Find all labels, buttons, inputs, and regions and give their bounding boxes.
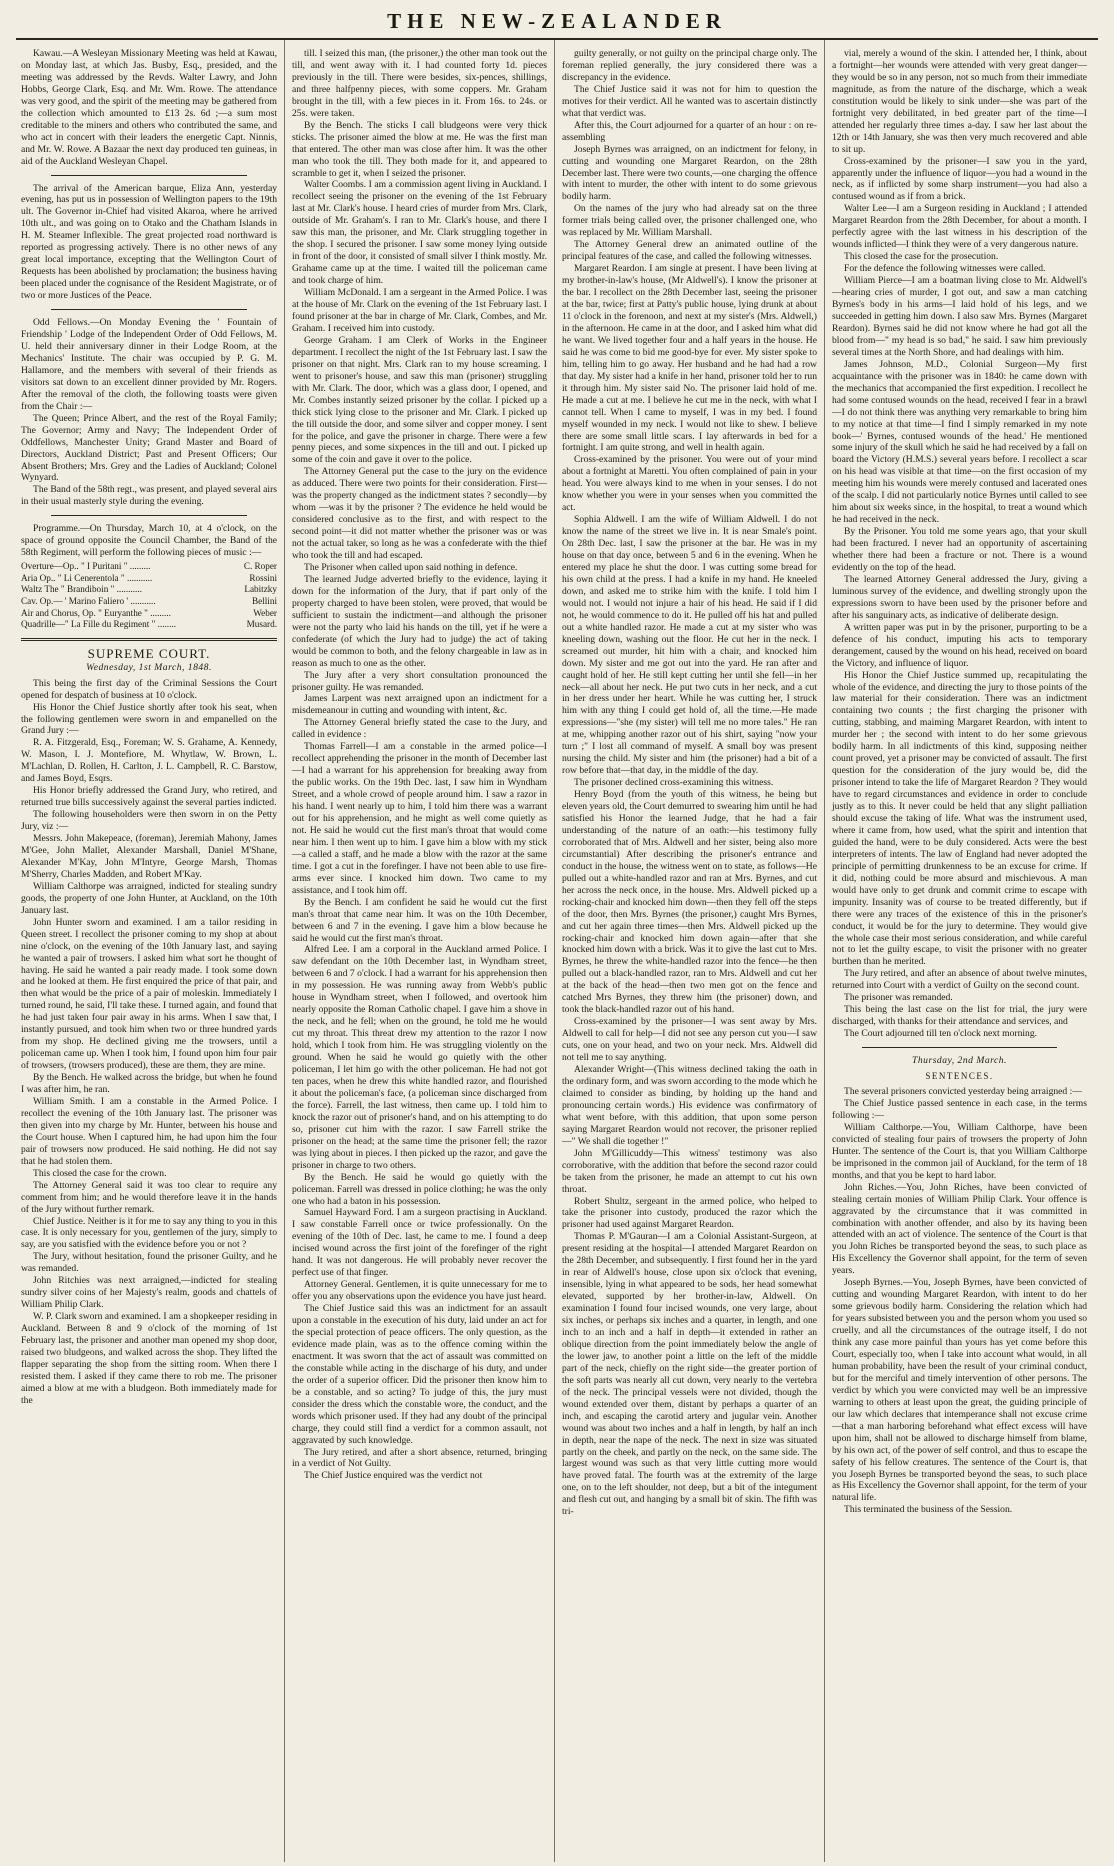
paragraph: The learned Attorney General addressed the Jury, giving a luminous survey of the evidence, and dwelling strongly upon the expressions sworn to have been used by the prisoner before and after his sanguinary acts, as indicative of deliberate design. — [832, 573, 1087, 621]
paragraph: This terminated the business of the Session. — [844, 1504, 1013, 1516]
paragraph: Robert Shultz, sergeant in the armed police, who helped to take the prisoner into custody, produced the razor which the prisoner had used against Margaret Reardon. — [562, 1195, 817, 1231]
paragraph: Walter Coombs. I am a commission agent living in Auckland. I recollect seeing the prisoner on the evening of the 1st February last at Mr. Clark's house. I heard cries of murder from Mrs. Clark, outside of Mr. Graham's. I ran to Mr. Clark's house, and there I saw this man, the prisoner, and Mr. Clark struggling together in the shop. I secured the prisoner. I saw some money lying outside in front of the door, it consisted of small silver I think mostly. Mr. Grahame came up at the time. I waited till the policeman came and took charge of him. — [292, 179, 547, 287]
paragraph: James Johnson, M.D., Colonial Surgeon—My first acquaintance with the prisoner was in 1840: he came down with the mechanics that accompanied the first expedition. I recollect he had some contused wounds on the head, received I fear in a brawl—I do not think there was anything very remarkable to bring him to my notice at that time—I find I simply remarked in my note book—' Byrnes, contused wounds of the head.' He mentioned some injury of the skull which he said he had received by a fall on board the Victory (H.M.S.) several years before. I recollect a scar on his head was visible at that time—on the first occasion of my meeting him his wounds were merely contused and lacerated ones of the scalp. I did not particularly notice Byrnes until called to see him about six weeks since, in the hospital, to treat a wound which he had received in the neck. — [832, 358, 1087, 526]
paragraph: The Chief Justice enquired was the verdict not — [304, 1470, 483, 1482]
paragraph: By the Bench. The sticks I call bludgeons were very thick sticks. The prisoner aimed the blow at me. He was the first man that entered. The other man was close after him. It was the other man who took the till. They both made for it, and appeared to scramble to get it, when I seized the prisoner. — [292, 119, 547, 179]
divider — [862, 1047, 1057, 1048]
double-divider — [21, 638, 277, 641]
programme-row — [21, 573, 277, 585]
divider — [51, 309, 247, 310]
paragraph: George Graham. I am Clerk of Works in the Engineer department. I recollect the night of the 1st February last. I saw the prisoner on that night. Mrs. Clark ran to my house screaming. I went to prisoner's house, and saw this man (prisoner) struggling with Mr. Clark. The door, which was a glass door, I opened, and Mr. Combes instantly seized prisoner by the collar. I picked up a thick stick lying close to the prisoner and Mr. Clark. I picked up the till outside the door, and some silver and copper money. I sent for the police, and gave the prisoner in charge. There were a few penny pieces, and some sixpences in the till and out. I picked up some of the coin and gave it over to the police. — [292, 334, 547, 466]
divider — [51, 175, 247, 176]
piece-title: Aria Op.. " Li Cenerentola " ........... — [21, 572, 153, 583]
paragraph: John M'Gillicuddy—This witness' testimony was also corroborative, with the addition that before the second razor could be taken from the prisoner, he made an attempt to cut his own throat. — [562, 1147, 817, 1195]
paragraph: John Hunter sworn and examined. I am a tailor residing in Queen street. I recollect the prisoner coming to my shop at about nine o'clock, on the evening of the 10th January last, and saying he wanted a pair of trowsers. I asked him what sort he thought of having. He said he wanted a pair ready made. I took some down and he looked at them. He first enquired the price of that pair, and then what would be the price of a pair of moleskin. Immediately I turned round, he said, I'll take these. I turned again, and found that he had just taken four pair away in his arms. When I saw that, I instantly pursued, and took him when two or three hundred yards from my shop. He declined giving me the trowsers, until a policeman came up. When I took him, I found upon him four pair of trowsers, (trowsers produced), these are them, they are mine. — [21, 916, 277, 1072]
paragraph: The Queen; Prince Albert, and the rest of the Royal Family; The Governor; Army and Navy; The Independent Order of Oddfellows, Manchester Unity; Grand Master and Board of Directors, Auckland District; Past and Present Officers; Our Absent Brothers; Mrs. Grey and the Ladies of Auckland; Colonel Wynyard. — [21, 412, 277, 484]
paragraph: On the names of the jury who had already sat on the three former trials being called over, the prisoner challenged one, who was replaced by Mr. William Marshall. — [562, 203, 817, 239]
composer: Labitzky — [244, 584, 277, 595]
paragraph: The learned Judge adverted briefly to the evidence, laying it down for the information of the Jury, that if part only of the property charged to have been stolen, were proved, that would be sufficient to sustain the indictment—and although the prisoner were not the party who laid his hands on the till, yet if he were a confederate (of which the Jury had to judge) the act of taking would be common to both, and the felony chargeable in law as in reason as much to one as the other. — [292, 573, 547, 669]
paragraph: William Pierce—I am a boatman living close to Mr. Aldwell's—hearing cries of murder, I got out, and saw a man catching Byrnes's body in his arms—I laid hold of his legs, and we succeeded in getting him down. I also saw Mrs. Byrnes (Margaret Reardon). Byrnes said he did not know where he had got all the blood from—" my head is so bad," he said. I saw him previously several times at the North Shore, and had dealings with him. — [832, 275, 1087, 358]
composer: Rossini — [249, 572, 277, 583]
paragraph: Kawau.—A Wesleyan Missionary Meeting was held at Kawau, on Monday last, at which Jas. Busby, Esq., presided, and the meeting was addressed by the Revds. Walter Lawry, and John Hobbs, George Clark, Esq. and Mr. Wm. Rowe. The attendance was very good, and the spirit of the meeting may be gathered from the collection which amounted to £13 2s. 6d ;—a sum most creditable to the miners and others who contributed the same, and who act in concert with their leaders the energetic Capt. Ninnis, and Mr. W. Rowe. A Bazaar the next day produced ten guineas, in aid of the Auckland Wesleyan Chapel. — [21, 48, 277, 167]
paragraph: Henry Boyd (from the youth of this witness, he being but eleven years old, the Court demurred to swearing him until he had satisfied his Honor the learned Judge, that he had a fair understanding of the nature of an oath:—his testimony fully corroborated that of Mrs. Aldwell and her sister, being also more circumstantial) After describing the prisoner's entrance and conduct in the house, the witness went on to state, as follows—He pulled out a white-handled razor and ran at Mrs. Byrnes, and cut her across the neck once, in the house. Mrs. Aldwell picked up a rocking-chair and knocked him down—then they fell off the steps of the door, then Mrs. Byrnes (the prisoner,) caught Mrs Byrnes, and cut her again three times—then Mrs. Aldwell picked up the rocking-chair and knocked him down again—after that she knocked him down with a brick. Was it to give the last cut to Mrs. Byrnes, he threw the white-handled razor into the fence—he then pulled out a black-handled razor, ran to Mrs. Aldwell and cut her at the back of the head—then two men got on the fence and catched Mrs Byrnes, they threw him (the prisoner) down, and took the black-handled razor out of his hand. — [562, 789, 817, 1016]
paragraph: The Jury retired, and after an absence of about twelve minutes, returned into Court with a verdict of Guilty on the second count. — [832, 968, 1087, 992]
paragraph: Odd Fellows.—On Monday Evening the ' Fountain of Friendship ' Lodge of the Independent Order of Odd Fellows, M. U. held their anniversary dinner in their Lodge Room, at the Mechanics' Institute. The chair was occupied by P. G. M. Hallamore, and the members with several of their friends as visitors sat down to an excellent dinner provided by Mr. Rogers. After the removal of the cloth, the following toasts were given from the Chair :— — [21, 317, 277, 412]
paragraph: His Honor the Chief Justice summed up, recapitulating the whole of the evidence, and directing the jury to those points of the law material for their consideration. There was an indictment containing two counts ; the first charging the prisoner with cutting, stabbing, and maiming Margaret Reardon, with intent to murder her ; the second with intent to do her some grievous bodily harm. In all indictments of this kind, supposing neither count proved, yet a prisoner may be convicted of assault. The first question for the consideration of the jury would be, did the prisoner intend to take the life of Margaret Reardon ? They would have to regard circumstances and evidence in order to conclude justly as to this. It never could be held that any slight palliation should excuse the taking of life. What was the instrument used, where it came from, how used, what the spirit and intention that guided the hand, were to be duly considered. Acts were the best interpreters of intents. The law of England had never adopted the principle of permitting drunkenness to be an excuse for crime. If it did, nothing could be more absurd and mischievous. A man would have only to get drunk and commit crime to escape with impunity. Insanity was of course to be treated differently, but if there were any traces of the existence of this in the prisoner's conduct, it would be for the jury to determine. They would give the whole case their most serious consideration, and while careful not to let the guilty escape, to visit the prisoner with no greater burthen than he merited. — [832, 669, 1087, 968]
section-title: SUPREME COURT. — [87, 645, 211, 661]
paragraph: His Honor the Chief Justice shortly after took his seat, when the following gentlemen were sworn in and empanelled on the Grand Jury :— — [21, 701, 277, 737]
paragraph: By the Bench. He walked across the bridge, but when he found I was after him, he ran. — [21, 1072, 277, 1096]
composer: Weber — [253, 607, 277, 618]
paragraph: By the Prisoner. You told me some years ago, that your skull had been fractured. I never had an opportunity of ascertaining whether there had been a fracture or not. There is a wound evidently on the top of the head. — [832, 526, 1087, 573]
composer: C. Roper — [243, 561, 277, 572]
paragraph: William Smith. I am a constable in the Armed Police. I recollect the evening of the 10th January last. The prisoner was then given into my charge by Mr. Hunter, between his house and the Court house. When I captured him, he had upon him the four pair of trowsers now produced. He said nothing. He did not say that he had stolen them. — [21, 1096, 277, 1167]
paragraph: The Attorney General briefly stated the case to the Jury, and called in evidence : — [292, 717, 547, 741]
paragraph: William Calthorpe was arraigned, indicted for stealing sundry goods, the property of one John Hunter, at Auckland, on the 10th January last. — [21, 880, 277, 916]
programme-row — [21, 596, 277, 608]
programme-row — [21, 561, 277, 573]
paragraph: Chief Justice. Neither is it for me to say any thing to you in this case. It is only necessary for you, gentlemen of the jury, simply to say, are you satisfied with the evidence before you or not ? — [21, 1215, 277, 1251]
programme-row — [21, 619, 277, 631]
paragraph: The Attorney General said it was too clear to require any comment from him; and he would therefore leave it in the hands of the Jury without further remark. — [21, 1179, 277, 1215]
composer: Bellini — [251, 595, 277, 606]
paragraph: John Riches.—You, John Riches, have been convicted of stealing certain monies of William Philip Clark. Your offence is aggravated by the circumstance that it was committed in combination with another offender, and also by its having been attended with an act of violence. The sentence of the Court is that you John Riches be transported beyond the seas, to such place as His Excellency the Governor shall appoint, for the term of seven years. — [832, 1181, 1087, 1277]
paragraph: Messrs. John Makepeace, (foreman), Jeremiah Mahony, James M'Gee, John Mallet, Alexander Marshall, Daniel M'Shane, Alexander M'Kay, John M'Intyre, George Marsh, Thomas M'Sherry, Charles Madden, and Robert M'Kay. — [21, 833, 277, 880]
column-1 — [14, 40, 284, 1862]
paragraph: The Attorney General put the case to the jury on the evidence as adduced. There were two points for their consideration. First—was the property changed as the indictment states ? secondly—by whom —was it by the prisoner ? The evidence he held would be considered conclusive as to the first, and with respect to the second point—it did not matter whether the prisoner was or was not the actual taker, so long as he was a confederate with the thief who took the till and had escaped. — [292, 466, 547, 562]
paragraph: The Court adjourned till ten o'clock next morning. — [844, 1028, 1038, 1040]
date-line: Wednesday, 1st March, 1848. — [86, 661, 212, 673]
piece-title: Air and Chorus, Op. " Euryanthe " ......... — [21, 607, 171, 618]
paragraph: The Prisoner when called upon said nothing in defence. — [304, 561, 518, 573]
paragraph: The Jury, without hesitation, found the prisoner Guilty, and he was remanded. — [21, 1251, 277, 1275]
paragraph: The Chief Justice said it was not for him to question the motives for their verdict. All he wanted was to ascertain distinctly what that verdict was. — [562, 83, 817, 119]
paragraph: till. I seized this man, (the prisoner,) the other man took out the till, and went away with it. I had counted forty 1d. pieces previously in the till. There were besides, six-pences, shillings, and three halfpenny pieces, with some coppers. Mr. Graham brought in the till, with a few pieces in it. From 16s. to 24s. or 25s. were taken. — [292, 48, 547, 119]
paragraph: Sophia Aldwell. I am the wife of William Aldwell. I do not know the name of the street we live in. It is near Smale's point. On 28th Dec. last, I saw the prisoner at the bar. He was in my house on that day once, between 5 and 6 in the evening. When he entered my place he shut the door. I was cutting some bread for his own child at the press. I had a knife in my hand. He kneeled down, and asked me to strike him with the knife. I told him I would not. I would not injure a hair of his head. He said if I did not, he would commence to do it. He pulled off his hat and pulled out a white handled razor. He made a cut at my sister who was kneeling down, washing out the floor. He cut her in the neck. I screamed out murder, hit him with a chair, and knocked him down. My sister and me got out into the yard. He ran after and caught hold of her. He still kept cutting her until she fell—in her neck—all about her neck. He put two cuts in her neck, and a cut in her dress under her heart. While he was cutting her, I struck him with any thing I could get hold of, all the time.—He made expressions—"she (my sister) will tell me no more tales." He ran at me, whipping another razor out of his shirt, saying "now your turn ;" I lost all command of myself. A small boy was present nursing the child. My sister and him (the prisoner) had a bit of a row before that—that day, in the middle of the day. — [562, 514, 817, 777]
columns — [14, 40, 1100, 1862]
paragraph: The Jury after a very short consultation pronounced the prisoner guilty. He was remanded. — [292, 669, 547, 693]
paragraph: This closed the case for the prosecution. — [844, 251, 999, 263]
paragraph: The Jury retired, and after a short absence, returned, bringing in a verdict of Not Guilty. — [292, 1446, 547, 1470]
paragraph: This being the last case on the list for trial, the jury were discharged, with thanks for their attendance and services, and — [832, 1004, 1087, 1028]
paragraph: W. P. Clark sworn and examined. I am a shopkeeper residing in Auckland. Between 8 and 9 o'clock of the morning of 1st February last, the prisoner and another man opened my shop door, raised two bludgeons, and walked across the shop. They lifted the flapper separating the shop from the sitting room. When there I resisted them. I asked if they came there to rob me. The prisoner aimed a blow at me with a bludgeon. Both immediately made for the — [21, 1311, 277, 1406]
paragraph: The Chief Justice passed sentence in each case, in the terms following :— — [832, 1097, 1087, 1121]
masthead: THE NEW-ZEALANDER — [16, 6, 1098, 40]
paragraph: The Chief Justice said this was an indictment for an assault upon a constable in the execution of his duty, laid under an act for the special protection of peace officers. The only question, as the evidence made plain, was as to the offence coming within the enactment. It was sworn that the act of assault was committed on the constable while acting in the discharge of his duty, and under the order of a superior officer. Did the prisoner then know him to be a constable, and so acting? To judge of this, the jury must consider the dress which the constable wore, the conduct, and the words which prisoner used. If they had any doubt of the principal charge, they could still find a verdict for a common assault, not aggravated by such knowledge. — [292, 1303, 547, 1446]
paragraph: Thomas Farrell—I am a constable in the armed police—I recollect apprehending the prisoner in the month of December last—I had a warrant for his apprehension for breaking away from the public works. On the 19th Dec. last, I saw him in Wyndham Street, and a whole crowd of people around him. I saw a razor in his hand. I went nearly up to him, I told him there was a warrant out for his apprehension, and he might as well come quietly as not. He said he would cut the first man's throat that would come near him. I then went up to him. I gave him a blow with my stick—a called a staff, and he made a blow with the razor at the same time. I got a cut in the forefinger. I have not been able to use fire-arms ever since. I knocked him down. Two came to my assistance, and I took him off. — [292, 741, 547, 896]
paragraph: For the defence the following witnesses were called. — [844, 263, 1046, 275]
paragraph: The Band of the 58th regt., was present, and played several airs in their usual masterly style during the evening. — [21, 484, 277, 508]
divider — [51, 515, 247, 516]
date-line: Thursday, 2nd March. — [912, 1055, 1007, 1067]
paragraph: This closed the case for the crown. — [33, 1167, 167, 1179]
paragraph: By the Bench. I am confident he said he would cut the first man's throat that came near him. It was on the 10th December, between 6 and 7 in the evening. I gave him a blow because he said he would cut the first man's throat. — [292, 896, 547, 944]
paragraph: Cross-examined by the prisoner. You were out of your mind about a fortnight at Maretti. You often complained of pain in your head. You were always kind to me when in your senses. I do not know whether you were in your senses when you committed the act. — [562, 454, 817, 514]
piece-title: Overture—Op.. " I Puritani " ......... — [21, 561, 151, 572]
paragraph: After this, the Court adjourned for a quarter of an hour : on re-assembling — [562, 119, 817, 143]
column-4 — [824, 40, 1094, 1862]
paragraph: Cross-examined by the prisoner—I saw you in the yard, apparently under the influence of liquor—you had a wound in the neck, as if inflicted by some sharp instrument—you had also a contused wound as if from a brick. — [832, 155, 1087, 203]
paragraph: Thomas P. M'Gauran—I am a Colonial Assistant-Surgeon, at present residing at the hospital—I attended Margaret Reardon on the 28th December, and subsequently. I first found her in the yard in rear of Aldwell's house, close upon six o'clock that evening, insensible, lying in what appeared to be sods, her head somewhat elevated, supported by her brother-in-law, Aldwell. On examination I found four incised wounds, one very large, about six inches, or perhaps six inches and a quarter, in length, and one inch to an inch and a half in depth—it extended in rather an oblique direction from the point immediately below the angle of the lower jaw, to another point a little on the left of the middle part of the neck, chiefly on the right side—the greater portion of the soft parts was nearly all cut down, very nearly to the vertebra of the neck. The principal vessels were not divided, though the wound extended over them, distant by perhaps a quarter of an inch, and escaping the carotid artery and jugular vein. Another wound was about two inches and a half in length, by half an inch in depth, near the nape of the neck. The next in size was situated partly on the cheek, and partly on the neck, on the same side. The largest wound was such as that very little cutting more would have proved fatal. The fourth was at the extremity of the large one, on to the left shoulder, not deep, but a bit of the integument and flesh cut out, and hanging by a small bit of skin. The fifth was tri- — [562, 1231, 817, 1518]
paragraph: Attorney General. Gentlemen, it is quite unnecessary for me to offer you any observations upon the evidence you have just heard. — [292, 1279, 547, 1303]
paragraph: The several prisoners convicted yesterday being arraigned :— — [844, 1086, 1082, 1098]
paragraph: His Honor briefly addressed the Grand Jury, who retired, and returned true bills successively against the several parties indicted. — [21, 785, 277, 809]
piece-title: Cav. Op.— ' Marino Faliero ' ........... — [21, 595, 156, 606]
paragraph: vial, merely a wound of the skin. I attended her, I think, about a fortnight—her wounds were attended with very great danger—they would be so in any person, not so much from their immediate magnitude, as from the nature of the discharge, which a weak constitution would be likely to sink under—she was part of the fortnight very debilitated, in bed greater part of the time—I attended her regularly three times a-day. I saw her last about the 12th or 14th January, she was then very much recovered and able to sit up. — [832, 48, 1087, 155]
paragraph: Samuel Hayward Ford. I am a surgeon practising in Auckland. I saw constable Farrell once or twice professionally. On the evening of the 10th of Dec. last, he came to me. I found a deep incised wound across the first joint of the forefinger of the right hand. It was not dangerous. He will probably never recover the perfect use of that finger. — [292, 1207, 547, 1279]
paragraph: The following householders were then sworn in on the Petty Jury, viz :— — [21, 809, 277, 833]
paragraph: William Calthorpe.—You, William Calthorpe, have been convicted of stealing four pairs of trowsers the property of John Hunter. The sentence of the Court is, that you William Calthorpe be imprisoned in the common jail of Auckland, for the term of 18 months, and that you be kept to hard labor. — [832, 1121, 1087, 1181]
paragraph: William McDonald. I am a sergeant in the Armed Police. I was at the house of Mr. Clark on the evening of the 1st February last. I found prisoner at the bar in charge of Mr. Clark, Combes, and Mr. Graham. I received him into custody. — [292, 287, 547, 334]
paragraph: R. A. Fitzgerald, Esq., Foreman; W. S. Grahame, A. Kennedy, W. Mason, I. J. Montefiore, M. Whytlaw, W. Brown, L. M'Lachlan, D. Rollen, H. Carlton, J. L. Campbell, R. C. Barstow, and James Boyd, Esqrs. — [21, 737, 277, 785]
paragraph: The Attorney General drew an animated outline of the principal features of the case, and called the following witnesses. — [562, 239, 817, 263]
paragraph: The prisoner declined cross-examining this witness. — [574, 777, 774, 789]
paragraph: guilty generally, or not guilty on the principal charge only. The foreman replied generally, the jury considered there was a discrepancy in the evidence. — [562, 48, 817, 83]
piece-title: Quadrille—" La Fille du Regiment " ........ — [21, 619, 176, 630]
paragraph: This being the first day of the Criminal Sessions the Court opened for despatch of business at 10 o'clock. — [21, 677, 277, 701]
paragraph: The arrival of the American barque, Eliza Ann, yesterday evening, has put us in possession of Wellington papers to the 19th ult. The Governor in-Chief had visited Akaroa, where he arrived 10th ult., and was going on to Otako and the Chatham Islands in H. M. Steamer Inflexible. The great projected road northward is reported as progressing actively. There is no other news of any great local importance, excepting that the Wellington Court of Requests has been abolished by proclamation; the business having been placed under the cognisance of the Resident Magistrate, or of two or more Justices of the Peace. — [21, 182, 278, 302]
column-3 — [554, 40, 824, 1862]
paragraph: Joseph Byrnes was arraigned, on an indictment for felony, in cutting and wounding one Margaret Reardon, on the 28th December last. There were two counts,—one charging the offence with intent to murder, the other with intent to do some grievous bodily harm. — [562, 143, 817, 203]
paragraph: Programme.—On Thursday, March 10, at 4 o'clock, on the space of ground opposite the Council Chamber, the Band of the 58th Regiment, will perform the following pieces of music :— — [21, 523, 277, 559]
programme-row — [21, 608, 277, 620]
music-programme — [21, 561, 277, 631]
paragraph: By the Bench. He said he would go quietly with the policeman. Farrell was dressed in police clothing; he was the only one who had a baton in his possession. — [292, 1171, 547, 1207]
paragraph: Walter Lee—I am a Surgeon residing in Auckland ; I attended Margaret Reardon from the 28th December, for about a month. I perfectly agree with the last witness in his description of the wounds inflicted—I think they were of a very dangerous nature. — [832, 203, 1087, 251]
programme-row — [21, 584, 277, 596]
column-2 — [284, 40, 554, 1862]
paragraph: Margaret Reardon. I am single at present. I have been living at my brother-in-law's house, (Mr Aldwell's). I know the prisoner at the bar. I recollect on the 28th December last, seeing the prisoner at the bar, twice; first at Patty's public house, lying drunk at about 11 o'clock in the forenoon, and next at my sister's (Mrs. Aldwell,) in the afternoon. He came in at the door, and I asked him what did he want. We lived together four and a half years in the house. He said he was come to bid me good-bye for ever. My sister spoke to him, telling him to go away. Her husband and he had had a row that day. My sister had a knife in her hand, prisoner told her to run it through him. My sister said No. The prisoner laid hold of me. He made a cut at me. I believe he cut me in the neck, with what I cannot tell. When I came to myself, I was in my bed. I found myself wounded in my neck. I would not like to shew. I believe there are some small little scars. I lay afterwards in bed for a fortnight. I am quite strong, and well in health again. — [562, 263, 817, 454]
paragraph: Alexander Wright—(This witness declined taking the oath in the ordinary form, and was sworn according to the mode which he claimed to consider as binding, by holding up the hand and pronouncing certain words.) His evidence was confirmatory of what went before, with this addition, that upon some person saying Margaret Reardon would not recover, the prisoner replied—" We shall die together !" — [562, 1064, 817, 1147]
paragraph: A written paper was put in by the prisoner, purporting to be a defence of his conduct, imputing his acts to temporary derangement, caused by the wound on his head, received on board the Victory, and influence of liquor. — [832, 621, 1087, 669]
paragraph: Cross-examined by the prisoner—I was sent away by Mrs. Aldwell to call for help—I did not see any person cut you—I saw cuts, one on your head, and two on your neck. Mrs. Aldwell did not tell me to say anything. — [562, 1016, 817, 1064]
paragraph: The prisoner was remanded. — [844, 992, 953, 1004]
composer: Musard. — [246, 619, 277, 630]
subheading: SENTENCES. — [925, 1071, 994, 1082]
paragraph: Alfred Lee. I am a corporal in the Auckland armed Police. I saw defendant on the 10th December last, in Wyndham street, between 6 and 7 o'clock. I had a warrant for his apprehension then in my possession. He was running away from Webb's public house in Wyndham street, when I followed, and overtook him nearly opposite the Roman Catholic chapel. I gave him a shove in the neck, and he fell; when on the ground, he told me he would cut my throat. This threat drew my attention to the razor I now hold, which I took from him. He was struggling violently on the ground. When he said he would go quietly with the other policeman, I let him go with the other policeman. He had not got ten paces, when he drew this white handled razor, and flourished it about the policeman's face, (a policeman since discharged from the force). Farrell, the last witness, then came up. I told him to knock the razor out of prisoner's hand, and on his attempting to do so, prisoner cut him with the razor. I saw Farrell strike the prisoner on the head; at the same time the prisoner fell; the razor was lying about in pieces. I then picked up the razor, and gave the prisoner in charge to two others. — [292, 944, 547, 1171]
paragraph: Joseph Byrnes.—You, Joseph Byrnes, have been convicted of cutting and wounding Margaret Reardon, with intent to do her some grievous bodily harm. Considering the relation which had for years subsisted between you and the person whom you used so cruelly, and all the circumstances of the outrage itself, I do not think any case more painful than yours has yet come before this Court, especially too, when I take into account what would, in all human probability, have been the result of your criminal conduct, but for the merciful and timely intervention of other persons. The verdict by which you were convicted may well be an impressive warning to others at least upon the great, the guiding principle of our law which declares that intemperance shall not excuse crime—that a man harboring beforehand what effect excess will have upon him, shall not be allowed to discharge himself from blame, by his own act, of the power of self control, and thus to escape the safety of his fellow creatures. The sentence of the Court is, that you Joseph Byrnes be transported beyond the seas, to such place as His Excellency the Governor shall appoint, for the term of your natural life. — [832, 1277, 1087, 1504]
paragraph: John Ritchies was next arraigned,—indicted for stealing sundry silver coins of her Majesty's realm, goods and chattels of William Philip Clark. — [21, 1275, 277, 1311]
paragraph: James Larpent was next arraigned upon an indictment for a misdemeanour in cutting and wounding with intent, &c. — [292, 693, 547, 717]
piece-title: Waltz The " Brandiboin " ........... — [21, 584, 142, 595]
